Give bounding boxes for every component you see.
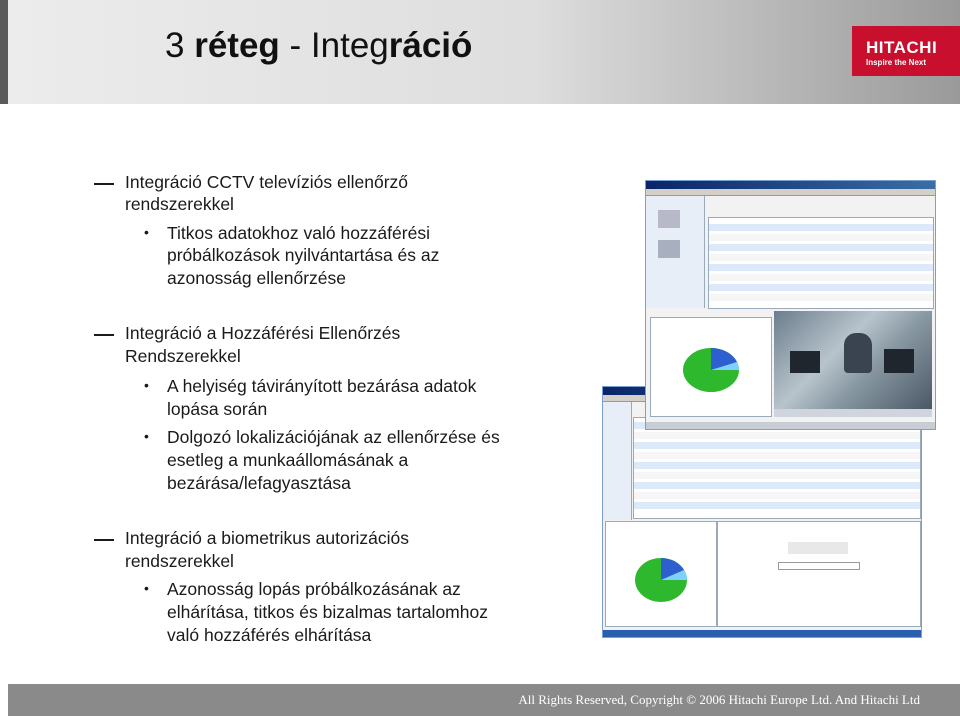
slide-header bbox=[0, 0, 960, 104]
title-middle: - Integ bbox=[279, 26, 389, 65]
section2-bullet2-line2: esetleg a munkaállomásának a bbox=[167, 450, 409, 470]
browser-search-box bbox=[778, 562, 860, 570]
hitachi-logo bbox=[852, 26, 960, 76]
pie-chart-icon bbox=[606, 522, 716, 626]
logo-brand: HITACHI bbox=[866, 38, 938, 57]
copyright-text: All Rights Reserved, Copyright © 2006 Hitachi Europe Ltd. And Hitachi Ltd bbox=[518, 692, 920, 707]
window-statusbar bbox=[646, 422, 935, 429]
section2-heading-line2: Rendszerekkel bbox=[125, 346, 241, 366]
browser-pane bbox=[717, 521, 921, 627]
table-row bbox=[709, 264, 933, 271]
cctv-video-feed bbox=[774, 311, 932, 409]
table-row bbox=[634, 482, 920, 489]
dash-bullet-icon bbox=[94, 539, 114, 541]
window-statusbar bbox=[603, 630, 921, 637]
person-silhouette bbox=[844, 333, 872, 373]
notifications-grid bbox=[633, 417, 921, 519]
table-row bbox=[634, 452, 920, 459]
dot-bullet-icon: • bbox=[144, 580, 149, 596]
section1-bullet1-line1: Titkos adatokhoz való hozzáférési bbox=[167, 223, 430, 243]
section1-heading-line1: Integráció CCTV televíziós ellenőrző bbox=[125, 172, 409, 192]
dot-bullet-icon: • bbox=[144, 224, 149, 240]
table-row bbox=[634, 472, 920, 479]
dash-bullet-icon bbox=[94, 334, 114, 336]
video-controls bbox=[774, 409, 932, 417]
section1-heading-line2: rendszerekkel bbox=[125, 194, 234, 214]
browser-content bbox=[788, 542, 848, 554]
section2-bullet1-line2: lopása során bbox=[167, 399, 268, 419]
section3-bullet1-line2: elhárítása, titkos és bizalmas tartalomhoz bbox=[167, 602, 488, 622]
table-row bbox=[634, 502, 920, 509]
table-row bbox=[709, 274, 933, 281]
title-bold-ending: ráció bbox=[388, 26, 473, 65]
table-row bbox=[634, 462, 920, 469]
table-row bbox=[709, 284, 933, 291]
table-row bbox=[634, 432, 920, 439]
thumbnail-image bbox=[658, 240, 680, 258]
monitor-shape bbox=[884, 349, 914, 373]
title-bold-word: réteg bbox=[194, 26, 280, 65]
dot-bullet-icon: • bbox=[144, 428, 149, 444]
dot-bullet-icon: • bbox=[144, 377, 149, 393]
table-row bbox=[709, 224, 933, 231]
title-number: 3 bbox=[165, 26, 185, 65]
table-row bbox=[709, 244, 933, 251]
policy-chart-pane bbox=[650, 317, 772, 417]
dash-bullet-icon bbox=[94, 183, 114, 185]
slide-title bbox=[165, 26, 472, 66]
header-accent-bar bbox=[0, 0, 8, 104]
section3-bullet1-line3: való hozzáférés elhárítása bbox=[167, 625, 372, 645]
section2-heading-line1: Integráció a Hozzáférési Ellenőrzés bbox=[125, 323, 401, 343]
screenshot-notification-viewer-front bbox=[645, 180, 936, 430]
policy-chart-pane bbox=[605, 521, 717, 627]
section1-bullet1-line3: azonosság ellenőrzése bbox=[167, 268, 347, 288]
section3-bullet1-line1: Azonosság lopás próbálkozásának az bbox=[167, 579, 461, 599]
window-toolbar bbox=[646, 189, 935, 196]
section2-bullet2-line3: bezárása/lefagyasztása bbox=[167, 473, 351, 493]
section1-bullet1-line2: próbálkozások nyilvántartása és az bbox=[167, 245, 440, 265]
window-sidebar bbox=[646, 196, 705, 308]
logo-tagline: Inspire the Next bbox=[866, 58, 927, 67]
slide-footer bbox=[8, 684, 960, 716]
section3-heading-line1: Integráció a biometrikus autorizációs bbox=[125, 528, 410, 548]
monitor-shape bbox=[790, 351, 820, 373]
header-panel bbox=[8, 0, 960, 104]
section2-bullet1-line1: A helyiség távirányított bezárása adatok bbox=[167, 376, 477, 396]
section3-heading-line2: rendszerekkel bbox=[125, 551, 234, 571]
table-row bbox=[634, 492, 920, 499]
thumbnail-image bbox=[658, 210, 680, 228]
window-sidebar bbox=[603, 402, 632, 520]
window-titlebar bbox=[646, 181, 935, 189]
table-row bbox=[709, 254, 933, 261]
pie-chart-icon bbox=[651, 318, 771, 416]
notifications-grid bbox=[708, 217, 934, 309]
section2-bullet2-line1: Dolgozó lokalizációjának az ellenőrzése és bbox=[167, 427, 500, 447]
table-row bbox=[634, 442, 920, 449]
table-row bbox=[709, 294, 933, 301]
table-row bbox=[709, 234, 933, 241]
